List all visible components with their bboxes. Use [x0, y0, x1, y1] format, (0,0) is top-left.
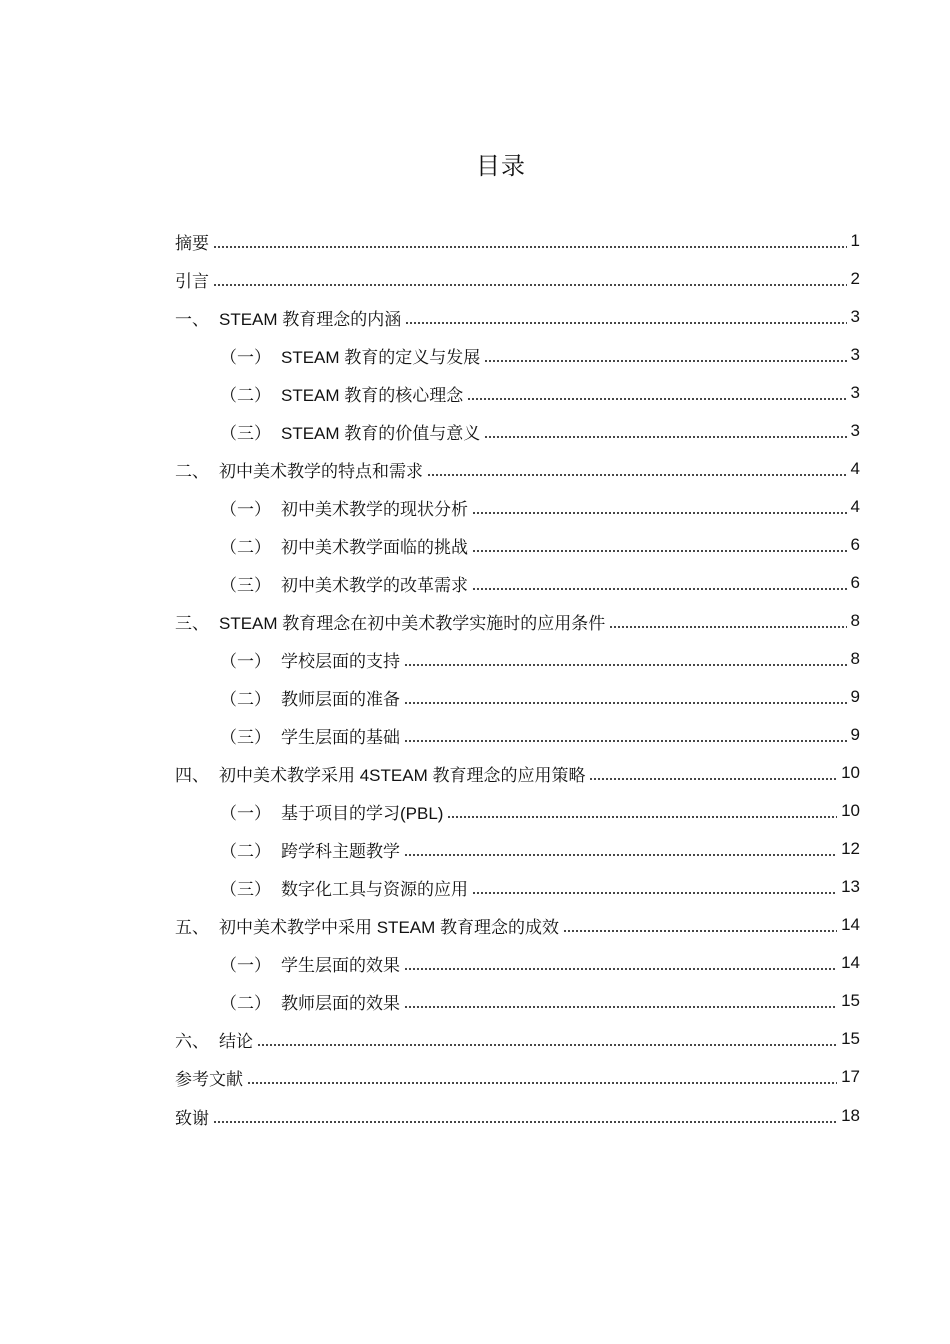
toc-entry-number: （一）: [220, 803, 271, 823]
toc-entry-number: 三、: [175, 613, 209, 633]
dot-leader: [247, 1068, 837, 1087]
toc-entry[interactable]: [175, 222, 860, 260]
toc-entry[interactable]: [175, 260, 860, 298]
toc-entry[interactable]: [175, 830, 860, 868]
toc-entry-page: 9: [850, 725, 860, 744]
toc-entry-page: 17: [841, 1067, 860, 1086]
dot-leader: [427, 460, 847, 479]
toc-entry-number: （三）: [220, 879, 271, 899]
toc-entry-title: 初中美术教学中采用 STEAM 教育理念的成效: [219, 917, 560, 937]
dot-leader: [484, 346, 846, 365]
dot-leader: [472, 878, 837, 897]
dot-leader: [472, 536, 847, 555]
toc-entry-title: 初中美术教学的现状分析: [281, 499, 468, 519]
dot-leader: [404, 840, 837, 859]
dot-leader: [447, 802, 837, 821]
toc-entry-page: 15: [841, 1029, 860, 1048]
dot-leader: [609, 612, 846, 631]
dot-leader: [467, 384, 846, 403]
toc-entry-page: 3: [850, 307, 860, 326]
toc-entry-page: 9: [850, 687, 860, 706]
toc-entry-title: 学生层面的基础: [281, 727, 400, 747]
toc-entry-number: （二）: [220, 841, 271, 861]
toc-entry[interactable]: [175, 374, 860, 412]
dot-leader: [589, 764, 837, 783]
dot-leader: [404, 992, 837, 1011]
dot-leader: [257, 1030, 837, 1049]
toc-entry-page: 14: [841, 915, 860, 934]
toc-entry-page: 8: [850, 611, 860, 630]
toc-entry-number: 二、: [175, 461, 209, 481]
toc-entry[interactable]: [175, 868, 860, 906]
toc-entry-number: （一）: [220, 499, 271, 519]
toc-entry[interactable]: [175, 678, 860, 716]
toc-entry[interactable]: [175, 944, 860, 982]
dot-leader: [404, 954, 837, 973]
toc-entry-title: 学生层面的效果: [281, 955, 400, 975]
toc-entry-title: 参考文献: [175, 1069, 243, 1089]
toc-entry-title: STEAM 教育的定义与发展: [281, 347, 481, 367]
toc-entry-number: （三）: [220, 727, 271, 747]
toc-entry-title: 初中美术教学的特点和需求: [219, 461, 423, 481]
toc-entry-title: 跨学科主题教学: [281, 841, 400, 861]
toc-entry-number: （三）: [220, 575, 271, 595]
dot-leader: [213, 232, 847, 251]
toc-entry[interactable]: [175, 298, 860, 336]
toc-entry-page: 4: [850, 459, 860, 478]
toc-entry-number: （一）: [220, 651, 271, 671]
toc-entry[interactable]: [175, 602, 860, 640]
dot-leader: [404, 688, 847, 707]
toc-entry-title: STEAM 教育理念的内涵: [219, 309, 402, 329]
toc-entry-number: （二）: [220, 385, 271, 405]
toc-entry-title: 初中美术教学采用 4STEAM 教育理念的应用策略: [219, 765, 586, 785]
dot-leader: [563, 916, 837, 935]
toc-title: 目录: [476, 153, 526, 180]
toc-entry-page: 3: [850, 345, 860, 364]
dot-leader: [484, 422, 846, 441]
toc-entry-title: 基于项目的学习(PBL): [281, 803, 444, 823]
toc-entry-title: 初中美术教学面临的挑战: [281, 537, 468, 557]
toc-entry-number: 六、: [175, 1031, 209, 1051]
toc-entry-page: 10: [841, 801, 860, 820]
toc-entry-number: （一）: [220, 955, 271, 975]
dot-leader: [472, 498, 847, 517]
toc-entry[interactable]: [175, 1097, 860, 1135]
toc-entry-page: 18: [841, 1106, 860, 1125]
toc-entry-page: 4: [850, 497, 860, 516]
toc-entry-title: 致谢: [175, 1108, 209, 1128]
toc-entry-number: （二）: [220, 993, 271, 1013]
toc-entry-title: 教师层面的效果: [281, 993, 400, 1013]
toc-entry-number: （二）: [220, 689, 271, 709]
toc-entry[interactable]: [175, 336, 860, 374]
toc-entry-title: 初中美术教学的改革需求: [281, 575, 468, 595]
toc-entry[interactable]: [175, 526, 860, 564]
toc-entry-page: 6: [850, 573, 860, 592]
toc-entry-page: 15: [841, 991, 860, 1010]
toc-entry[interactable]: [175, 488, 860, 526]
toc-entry-page: 1: [850, 231, 860, 250]
dot-leader: [404, 650, 847, 669]
toc-list: [175, 222, 860, 1135]
dot-leader: [213, 270, 847, 289]
toc-entry[interactable]: [175, 906, 860, 944]
toc-entry-number: （一）: [220, 347, 271, 367]
toc-entry-page: 6: [850, 535, 860, 554]
toc-entry-page: 13: [841, 877, 860, 896]
toc-entry-title: STEAM 教育的核心理念: [281, 385, 464, 405]
toc-entry[interactable]: [175, 716, 860, 754]
toc-entry-page: 12: [841, 839, 860, 858]
toc-entry-title: STEAM 教育理念在初中美术教学实施时的应用条件: [219, 613, 606, 633]
toc-entry-title: 摘要: [175, 233, 209, 253]
toc-entry-title: 学校层面的支持: [281, 651, 400, 671]
toc-entry-number: 四、: [175, 765, 209, 785]
toc-entry-title: 教师层面的准备: [281, 689, 400, 709]
toc-entry-page: 3: [850, 383, 860, 402]
toc-entry-number: 五、: [175, 917, 209, 937]
toc-entry-page: 3: [850, 421, 860, 440]
dot-leader: [405, 308, 846, 327]
toc-entry[interactable]: [175, 1058, 860, 1096]
toc-entry-title: 数字化工具与资源的应用: [281, 879, 468, 899]
toc-entry-number: （二）: [220, 537, 271, 557]
dot-leader: [404, 726, 847, 745]
toc-entry[interactable]: [175, 564, 860, 602]
toc-entry-title: STEAM 教育的价值与意义: [281, 423, 481, 443]
toc-entry[interactable]: [175, 1020, 860, 1058]
toc-entry[interactable]: [175, 412, 860, 450]
toc-entry-title: 引言: [175, 271, 209, 291]
toc-entry[interactable]: [175, 982, 860, 1020]
toc-entry-page: 14: [841, 953, 860, 972]
toc-entry[interactable]: [175, 450, 860, 488]
toc-entry-number: 一、: [175, 309, 209, 329]
toc-entry[interactable]: [175, 640, 860, 678]
dot-leader: [472, 574, 847, 593]
dot-leader: [213, 1107, 837, 1126]
toc-entry-page: 2: [850, 269, 860, 288]
toc-entry-title: 结论: [219, 1031, 253, 1051]
toc-entry-page: 8: [850, 649, 860, 668]
toc-entry-number: （三）: [220, 423, 271, 443]
toc-entry[interactable]: [175, 754, 860, 792]
toc-entry[interactable]: [175, 792, 860, 830]
toc-entry-page: 10: [841, 763, 860, 782]
